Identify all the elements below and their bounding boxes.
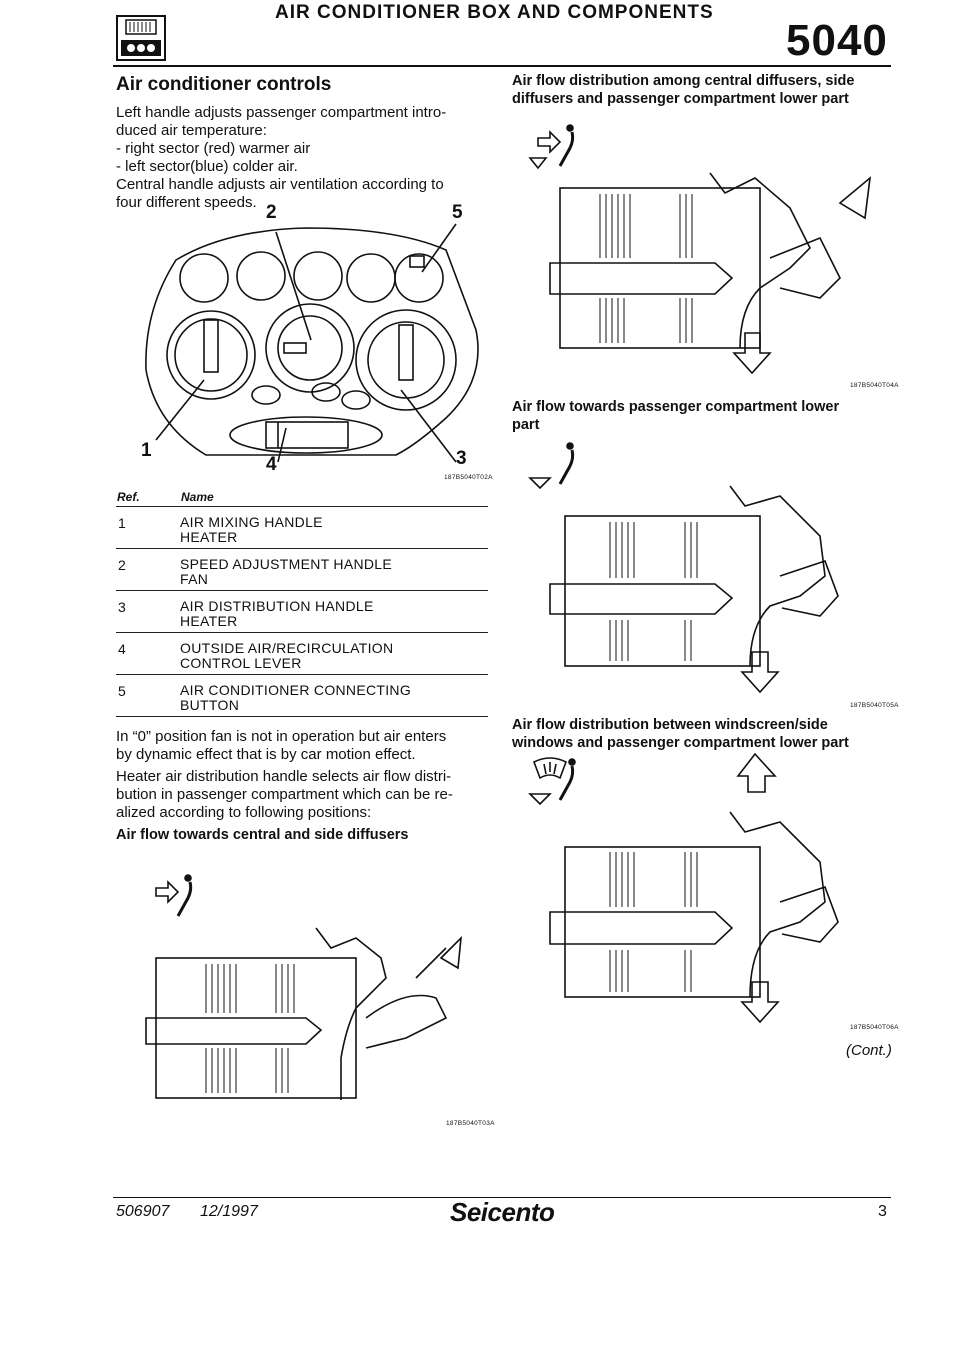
caption-line: Air flow distribution among central diffusers, side xyxy=(512,73,855,89)
airflow-figure-lower xyxy=(520,436,900,711)
intro-line: four different speeds. xyxy=(116,194,257,211)
airflow-figure-windscreen xyxy=(520,752,900,1032)
intro-line: duced air temperature: xyxy=(116,122,267,139)
figure-code: 187B5040T03A xyxy=(446,1120,495,1127)
airflow-figure-all xyxy=(520,118,900,393)
airflow-figure-central xyxy=(116,868,496,1130)
ref-name-line: FAN xyxy=(180,571,209,587)
ref-number: 3 xyxy=(118,599,126,615)
paragraph-line: alized according to following positions: xyxy=(116,804,372,821)
figure-code: 187B5040T06A xyxy=(850,1024,899,1031)
intro-line: - right sector (red) warmer air xyxy=(116,140,311,157)
ref-name xyxy=(180,591,488,633)
section-heading: Air conditioner controls xyxy=(116,74,332,95)
col-ref-header: Ref. xyxy=(116,489,180,507)
doc-date: 12/1997 xyxy=(200,1203,258,1220)
ref-name-line: SPEED ADJUSTMENT HANDLE xyxy=(180,556,393,572)
paragraph-line: In “0” position fan is not in operation but air enters xyxy=(116,728,447,745)
caption-line: windows and passenger compartment lower part xyxy=(512,735,849,751)
caption-lower-part xyxy=(512,398,897,434)
ref-number: 4 xyxy=(118,641,126,657)
col-name-header: Name xyxy=(180,489,488,507)
ref-name xyxy=(180,549,488,591)
paragraph-line: by dynamic effect that is by car motion effect. xyxy=(116,746,416,763)
ref-number: 5 xyxy=(118,683,126,699)
callout-5: 5 xyxy=(452,202,463,223)
ref-name xyxy=(180,507,488,549)
fan-position-paragraph xyxy=(116,728,496,764)
callout-2: 2 xyxy=(266,202,277,223)
intro-line: - left sector(blue) colder air. xyxy=(116,158,298,175)
table-row xyxy=(116,675,488,717)
caption-line: diffusers and passenger compartment lower part xyxy=(512,91,849,107)
ref-number: 2 xyxy=(118,557,126,573)
table-row xyxy=(116,549,488,591)
intro-line: Left handle adjusts passenger compartment intro- xyxy=(116,104,447,121)
ref-name-line: HEATER xyxy=(180,529,238,545)
ref-name-line: AIR MIXING HANDLE xyxy=(180,514,323,530)
doc-code: 506907 xyxy=(116,1203,170,1220)
caption-windscreen xyxy=(512,716,897,752)
ref-name-line: OUTSIDE AIR/RECIRCULATION xyxy=(180,640,394,656)
intro-line: Central handle adjusts air ventilation according to xyxy=(116,176,444,193)
continued-label: (Cont.) xyxy=(846,1042,892,1059)
caption-central-diffusers: Air flow towards central and side diffusers xyxy=(116,827,409,843)
figure-code: 187B5040T04A xyxy=(850,382,899,389)
brand-name: Seicento xyxy=(450,1197,555,1227)
callout-4: 4 xyxy=(266,454,277,475)
ref-name-line: BUTTON xyxy=(180,697,240,713)
paragraph-line: Heater air distribution handle selects air flow distri- xyxy=(116,768,452,785)
ref-name xyxy=(180,675,488,717)
caption-line: Air flow distribution between windscreen/side xyxy=(512,717,828,733)
section-code: 5040 xyxy=(786,16,888,65)
paragraph-line: bution in passenger compartment which can be re- xyxy=(116,786,453,803)
reference-table xyxy=(116,489,488,717)
ref-name-line: HEATER xyxy=(180,613,238,629)
callout-3: 3 xyxy=(456,448,467,469)
ref-name-line: AIR CONDITIONER CONNECTING xyxy=(180,682,412,698)
caption-distribution-all xyxy=(512,72,897,108)
table-row xyxy=(116,507,488,549)
page-title: AIR CONDITIONER BOX AND COMPONENTS xyxy=(275,2,714,23)
header-rule xyxy=(113,65,891,67)
caption-line: part xyxy=(512,417,540,433)
ref-name xyxy=(180,633,488,675)
page-number: 3 xyxy=(878,1203,887,1220)
ref-number: 1 xyxy=(118,515,126,531)
table-header-row xyxy=(116,489,488,507)
callout-1: 1 xyxy=(141,440,152,461)
distribution-paragraph xyxy=(116,768,496,822)
ac-panel-icon xyxy=(116,15,166,61)
control-panel-figure xyxy=(116,200,496,490)
ref-name-line: AIR DISTRIBUTION HANDLE xyxy=(180,598,374,614)
ref-name-line: CONTROL LEVER xyxy=(180,655,302,671)
figure-code: 187B5040T02A xyxy=(444,474,493,481)
intro-paragraph xyxy=(116,104,496,212)
caption-line: Air flow towards passenger compartment lower xyxy=(512,399,840,415)
table-row xyxy=(116,633,488,675)
table-row xyxy=(116,591,488,633)
figure-code: 187B5040T05A xyxy=(850,702,899,709)
